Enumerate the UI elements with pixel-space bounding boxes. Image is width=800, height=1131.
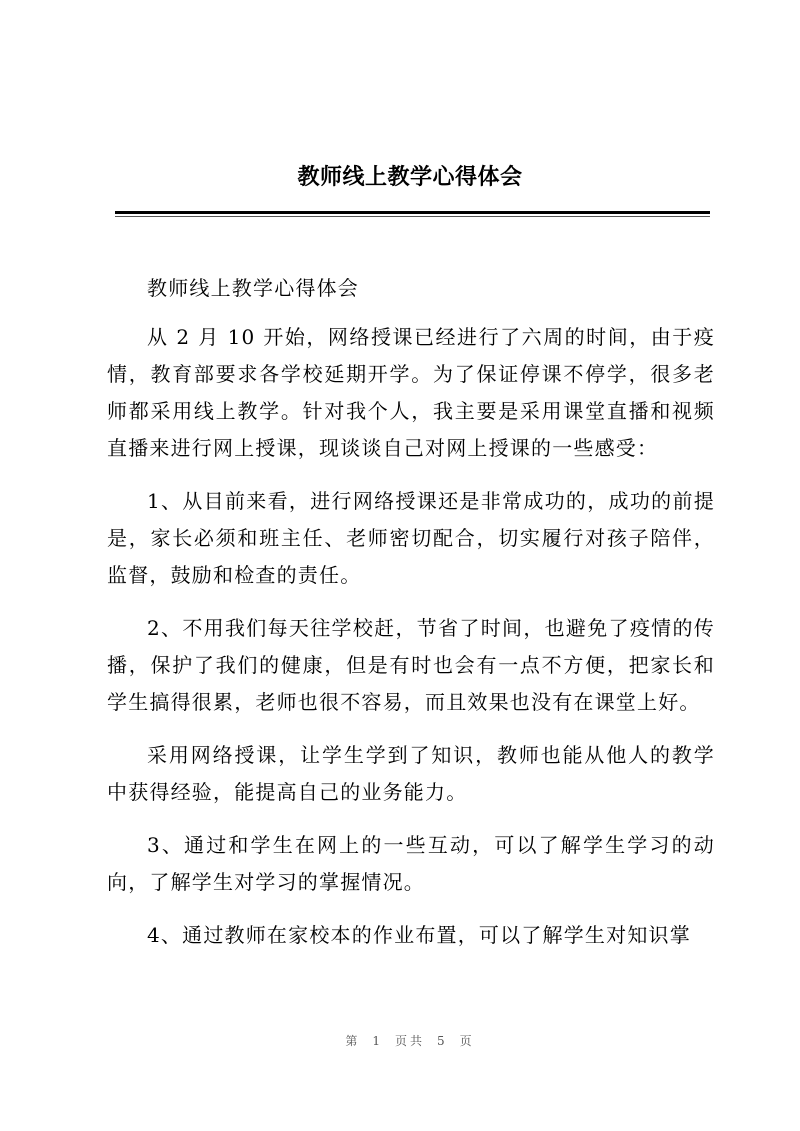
point-3-paragraph: 3、通过和学生在网上的一些互动，可以了解学生学习的动向，了解学生对学习的掌握情况。 <box>107 833 715 894</box>
point-4-paragraph: 4、通过教师在家校本的作业布置，可以了解学生对知识掌 <box>147 923 691 947</box>
footer-suffix: 页 <box>459 1034 475 1048</box>
point-1-paragraph: 1、从目前来看，进行网络授课还是非常成功的，成功的前提是，家长必须和班主任、老师密切配合，切实履行对孩子陪伴，监督，鼓励和检查的责任。 <box>107 489 715 587</box>
page-footer <box>0 1032 800 1049</box>
document-title: 教师线上教学心得体会 <box>297 165 523 190</box>
footer-prefix: 第 <box>345 1034 361 1048</box>
footer-total-pages: 5 <box>437 1034 448 1048</box>
footer-current-page: 1 <box>372 1034 383 1048</box>
document-body <box>107 270 715 970</box>
point-2-paragraph: 2、不用我们每天往学校赶，节省了时间，也避免了疫情的传播，保护了我们的健康，但是有时也会有一点不方便，把家长和学生搞得很累，老师也很不容易，而且效果也没有在课堂上好。 <box>107 616 715 714</box>
footer-middle: 页共 <box>394 1034 425 1048</box>
title-rule-thick <box>115 211 710 214</box>
body-heading-paragraph: 教师线上教学心得体会 <box>147 276 359 300</box>
benefit-paragraph: 采用网络授课，让学生学到了知识，教师也能从他人的教学中获得经验，能提高自己的业务能力。 <box>107 743 715 804</box>
title-rule-thin <box>115 216 710 217</box>
intro-paragraph: 从 2 月 10 开始，网络授课已经进行了六周的时间，由于疫情，教育部要求各学校延期开学。为了保证停课不停学，很多老师都采用线上教学。针对我个人，我主要是采用课堂直播和视频直播来进行网上授课，现谈谈自己对网上授课的一些感受： <box>107 325 715 460</box>
